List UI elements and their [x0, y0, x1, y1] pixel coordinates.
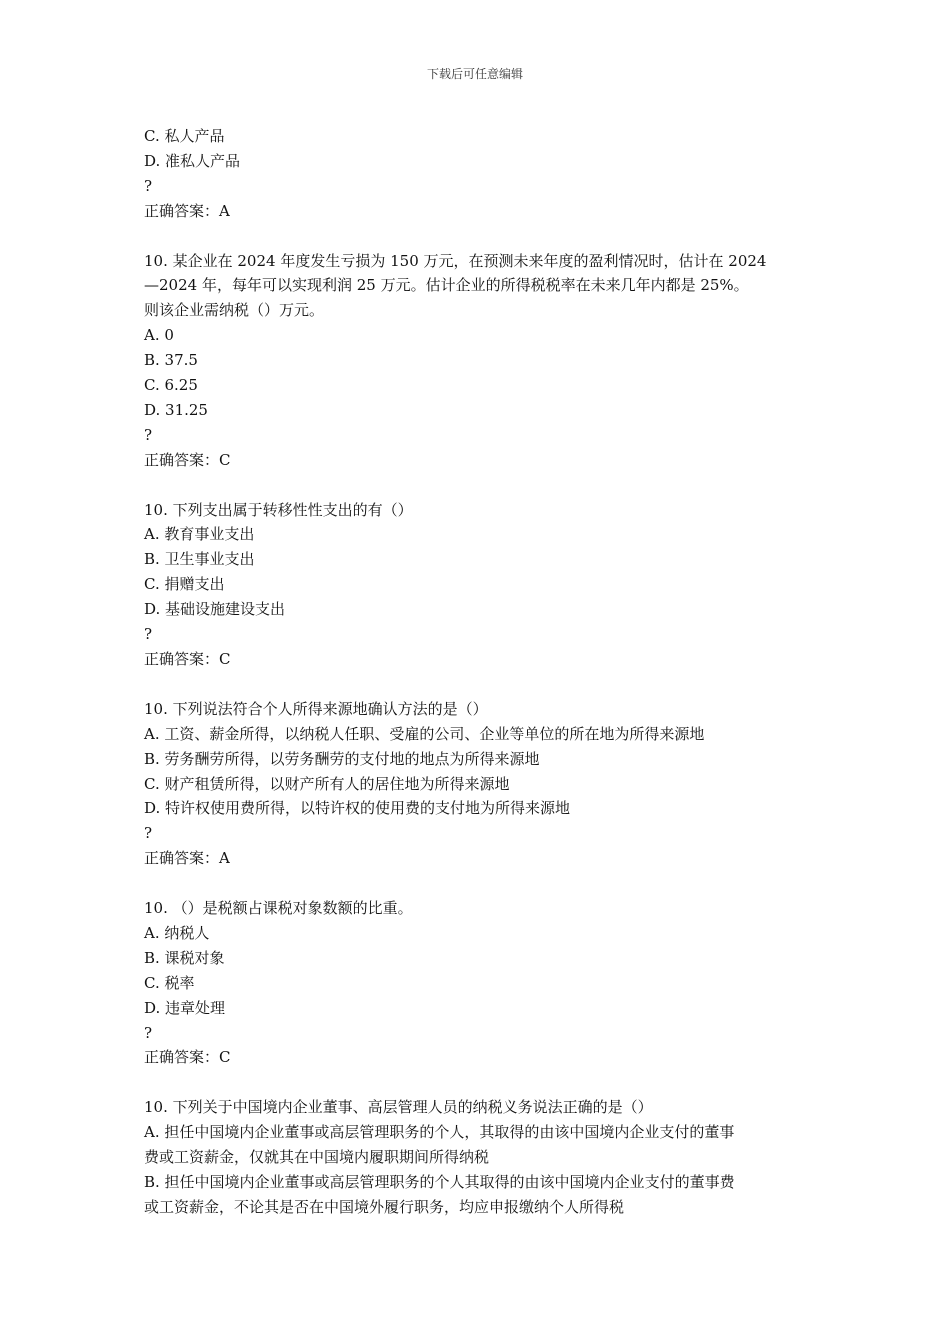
question-stem: 10. 下列支出属于转移性性支出的有（）: [144, 500, 413, 519]
question-stem: 10. 下列关于中国境内企业董事、高层管理人员的纳税义务说法正确的是（）: [144, 1098, 653, 1117]
option-line: C. 捐赠支出: [144, 575, 225, 594]
option-line: B. 课税对象: [144, 948, 225, 967]
question-stem: 10. （）是税额占课税对象数额的比重。: [144, 899, 413, 918]
correct-answer: 正确答案：A: [144, 849, 230, 868]
option-line: A. 担任中国境内企业董事或高层管理职务的个人，其取得的由该中国境内企业支付的董事: [144, 1123, 735, 1142]
option-line: C. 私人产品: [144, 127, 225, 145]
option-line: B. 卫生事业支出: [144, 550, 255, 569]
correct-answer: 正确答案：C: [144, 450, 231, 469]
correct-answer: 正确答案：A: [144, 201, 230, 220]
question-block: [144, 697, 812, 871]
question-stem: 10. 下列说法符合个人所得来源地确认方法的是（）: [144, 699, 488, 718]
question-stem: 10. 某企业在 2024 年度发生亏损为 150 万元，在预测未来年度的盈利情况时，估计在 2024: [144, 251, 767, 270]
question-mark: ?: [144, 625, 153, 644]
question-mark: ?: [144, 425, 153, 444]
option-line: D. 基础设施建设支出: [144, 600, 286, 619]
option-line: A. 纳税人: [144, 923, 210, 942]
text-line: 则该企业需纳税（）万元。: [144, 301, 325, 320]
option-line: B. 37.5: [144, 351, 198, 370]
text-line: —2024 年，每年可以实现利润 25 万元。估计企业的所得税税率在未来几年内都是 25%。: [144, 276, 749, 295]
option-line: B. 担任中国境内企业董事或高层管理职务的个人其取得的由该中国境内企业支付的董事费: [144, 1172, 735, 1191]
question-block: [144, 498, 812, 672]
option-line: C. 6.25: [144, 376, 198, 395]
correct-answer: 正确答案：C: [144, 650, 231, 668]
option-line: C. 财产租赁所得，以财产所有人的居住地为所得来源地: [144, 774, 510, 793]
option-line: D. 准私人产品: [144, 151, 241, 170]
text-line: 或工资薪金，不论其是否在中国境外履行职务，均应申报缴纳个人所得税: [144, 1197, 625, 1216]
option-line: D. 违章处理: [144, 998, 226, 1017]
page-header: 下载后可任意编辑: [426, 67, 523, 81]
question-block: [144, 1095, 812, 1220]
option-line: D. 特许权使用费所得，以特许权的使用费的支付地为所得来源地: [144, 799, 571, 818]
question-block: [144, 124, 812, 224]
option-line: A. 0: [144, 326, 174, 345]
question-mark: ?: [144, 824, 153, 843]
question-mark: ?: [144, 1023, 153, 1042]
option-line: A. 教育事业支出: [144, 525, 255, 544]
question-block: [144, 249, 812, 473]
option-line: D. 31.25: [144, 400, 208, 419]
document-body: [144, 124, 812, 1220]
option-line: B. 劳务酬劳所得，以劳务酬劳的支付地的地点为所得来源地: [144, 749, 540, 768]
option-line: C. 税率: [144, 973, 195, 992]
question-block: [144, 896, 812, 1070]
correct-answer: 正确答案：C: [144, 1048, 231, 1067]
text-line: 费或工资薪金，仅就其在中国境内履职期间所得纳税: [144, 1148, 490, 1167]
option-line: A. 工资、薪金所得，以纳税人任职、受雇的公司、企业等单位的所在地为所得来源地: [144, 724, 705, 743]
question-mark: ?: [144, 176, 153, 195]
